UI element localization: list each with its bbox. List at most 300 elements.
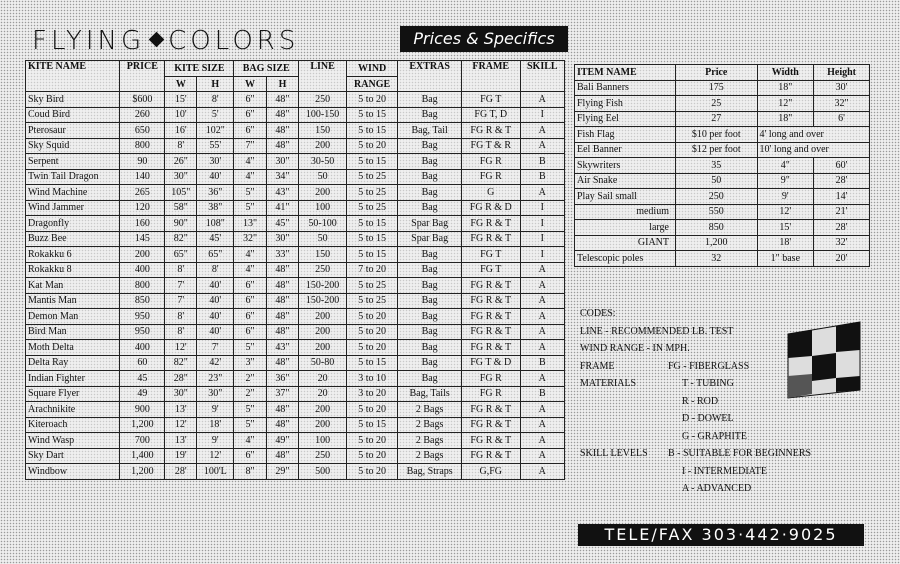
col-skill: SKILL <box>520 61 564 92</box>
table-cell: 6" <box>234 107 266 123</box>
table-cell: FG R & T <box>461 402 520 418</box>
table-cell: Serpent <box>26 154 120 170</box>
table-cell: A <box>520 448 564 464</box>
table-cell: 8" <box>234 464 266 480</box>
table-cell: 48" <box>266 107 298 123</box>
table-cell: 105" <box>165 185 197 201</box>
table-cell: FG R & T <box>461 231 520 247</box>
table-cell: 13' <box>165 433 197 449</box>
table-cell: $10 per foot <box>676 127 758 143</box>
table-cell: 10' long and over <box>757 142 869 158</box>
table-cell: 9' <box>197 402 234 418</box>
table-cell: 32" <box>234 231 266 247</box>
table-cell: 41" <box>266 200 298 216</box>
table-cell: 13" <box>234 216 266 232</box>
table-cell: 5 to 20 <box>346 340 397 356</box>
table-cell: A <box>520 293 564 309</box>
table-cell: Wind Wasp <box>26 433 120 449</box>
table-cell: Wind Machine <box>26 185 120 201</box>
table-cell: Rokakku 6 <box>26 247 120 263</box>
table-cell: 5 to 15 <box>346 216 397 232</box>
table-cell: 30" <box>165 169 197 185</box>
table-cell: 6" <box>234 309 266 325</box>
table-cell: 50 <box>299 169 347 185</box>
table-cell: 5 to 15 <box>346 231 397 247</box>
table-cell: 900 <box>120 402 165 418</box>
table-cell: Bag <box>398 371 462 387</box>
codes-skill-value: B - SUITABLE FOR BEGINNERS <box>668 448 812 459</box>
table-cell: FG R & T <box>461 293 520 309</box>
table-row <box>575 235 870 251</box>
table-cell: 9" <box>757 173 814 189</box>
table-cell: Indian Fighter <box>26 371 120 387</box>
table-cell: 550 <box>676 204 758 220</box>
codes-frame-value: G - GRAPHITE <box>682 430 747 442</box>
table-cell: 140 <box>120 169 165 185</box>
table-cell: 30' <box>814 80 870 96</box>
table-cell: I <box>520 107 564 123</box>
table-cell: Sky Squid <box>26 138 120 154</box>
table-cell: 5 to 15 <box>346 107 397 123</box>
table-cell: Bag <box>398 169 462 185</box>
table-cell: 48" <box>266 402 298 418</box>
table-cell: 8' <box>197 92 234 108</box>
table-row <box>575 142 870 158</box>
table-row <box>26 402 565 418</box>
table-row <box>26 231 565 247</box>
table-cell: 4" <box>234 247 266 263</box>
table-cell: 150 <box>299 123 347 139</box>
table-cell: 5 to 25 <box>346 293 397 309</box>
table-cell: 950 <box>120 309 165 325</box>
table-cell: 50 <box>676 173 758 189</box>
table-row <box>575 204 870 220</box>
table-cell: 150-200 <box>299 293 347 309</box>
table-cell: Spar Bag <box>398 216 462 232</box>
codes-skill-value: I - INTERMEDIATE <box>682 465 767 477</box>
table-cell: 200 <box>299 402 347 418</box>
table-cell: 48" <box>266 293 298 309</box>
table-row <box>575 111 870 127</box>
table-cell: GIANT <box>575 235 676 251</box>
table-row <box>26 278 565 294</box>
table-cell: 800 <box>120 278 165 294</box>
table-cell: Windbow <box>26 464 120 480</box>
table-cell: 5" <box>234 402 266 418</box>
items-table <box>574 64 870 267</box>
table-cell: 38" <box>197 200 234 216</box>
subcol-kite-h: H <box>197 77 234 92</box>
table-cell: 250 <box>299 262 347 278</box>
table-cell: Spar Bag <box>398 231 462 247</box>
table-cell: A <box>520 371 564 387</box>
table-cell: 5 to 20 <box>346 402 397 418</box>
table-cell: Bag, Straps <box>398 464 462 480</box>
table-row <box>575 96 870 112</box>
table-cell: 4" <box>757 158 814 174</box>
table-cell: 8' <box>197 262 234 278</box>
table-cell: 12" <box>757 96 814 112</box>
table-row <box>575 189 870 205</box>
table-cell: 200 <box>299 138 347 154</box>
table-cell: 28' <box>814 220 870 236</box>
table-row <box>26 216 565 232</box>
table-cell: 850 <box>676 220 758 236</box>
table-cell: 12' <box>757 204 814 220</box>
checkered-flag-icon <box>786 320 862 400</box>
table-cell: 50 <box>299 231 347 247</box>
table-cell: 145 <box>120 231 165 247</box>
kites-table <box>25 60 565 480</box>
table-cell: FG R <box>461 154 520 170</box>
table-cell: 3" <box>234 355 266 371</box>
table-cell: 5 to 20 <box>346 138 397 154</box>
phone-banner: TELE/FAX 303·442·9025 <box>578 524 864 546</box>
table-row <box>26 293 565 309</box>
table-cell: 21' <box>814 204 870 220</box>
table-cell: 48" <box>266 324 298 340</box>
subcol-bag-h: H <box>266 77 298 92</box>
table-cell: 3 to 10 <box>346 371 397 387</box>
table-cell: 28' <box>165 464 197 480</box>
table-cell: 30-50 <box>299 154 347 170</box>
table-cell: 14' <box>814 189 870 205</box>
table-cell: 400 <box>120 340 165 356</box>
table-cell: 1,200 <box>120 464 165 480</box>
table-cell: 32 <box>676 251 758 267</box>
table-cell: 12' <box>165 417 197 433</box>
table-cell: 6" <box>234 278 266 294</box>
table-cell: FG R & D <box>461 200 520 216</box>
table-cell: 108" <box>197 216 234 232</box>
table-cell: 65" <box>165 247 197 263</box>
table-row <box>26 448 565 464</box>
table-cell: 200 <box>299 324 347 340</box>
table-cell: FG T <box>461 262 520 278</box>
table-cell: Coud Bird <box>26 107 120 123</box>
col-kite-size: KITE SIZE <box>165 61 234 77</box>
table-cell: Eel Banner <box>575 142 676 158</box>
table-row <box>26 154 565 170</box>
codes-frame-label: FRAME <box>580 360 615 372</box>
table-cell: A <box>520 340 564 356</box>
table-cell: 6" <box>234 448 266 464</box>
table-cell: 200 <box>299 340 347 356</box>
table-cell: 35 <box>676 158 758 174</box>
table-cell: 5 to 15 <box>346 355 397 371</box>
table-cell: 15' <box>757 220 814 236</box>
table-cell: 65" <box>197 247 234 263</box>
brand-name-right: COLORS <box>168 26 300 56</box>
table-cell: 5 to 25 <box>346 185 397 201</box>
table-cell: 20' <box>814 251 870 267</box>
col-kite-name: KITE NAME <box>26 61 120 92</box>
table-cell: Telescopic poles <box>575 251 676 267</box>
table-cell: 4' long and over <box>757 127 869 143</box>
table-cell: 48" <box>266 417 298 433</box>
table-cell: A <box>520 138 564 154</box>
table-cell: 18' <box>197 417 234 433</box>
table-cell: 5 to 15 <box>346 154 397 170</box>
table-cell: 800 <box>120 138 165 154</box>
table-cell: 9' <box>197 433 234 449</box>
codes-legend <box>580 305 811 498</box>
table-cell: 260 <box>120 107 165 123</box>
table-cell: 42' <box>197 355 234 371</box>
table-cell: 100-150 <box>299 107 347 123</box>
table-cell: Kat Man <box>26 278 120 294</box>
table-cell: 6' <box>814 111 870 127</box>
table-row <box>26 200 565 216</box>
table-cell: 5 to 25 <box>346 200 397 216</box>
table-row <box>26 386 565 402</box>
table-cell: 250 <box>299 448 347 464</box>
table-cell: 265 <box>120 185 165 201</box>
table-cell: B <box>520 355 564 371</box>
table-cell: 3 to 20 <box>346 386 397 402</box>
table-cell: 36" <box>197 185 234 201</box>
table-cell: 200 <box>299 185 347 201</box>
table-cell: G <box>461 185 520 201</box>
table-cell: FG R & T <box>461 216 520 232</box>
table-cell: I <box>520 200 564 216</box>
col-item-width: Width <box>757 65 814 81</box>
table-cell: 2 Bags <box>398 402 462 418</box>
table-cell: 2 Bags <box>398 417 462 433</box>
table-cell: A <box>520 278 564 294</box>
table-cell: Bag <box>398 247 462 263</box>
subcol-kite-w: W <box>165 77 197 92</box>
table-cell: 2" <box>234 371 266 387</box>
col-price: PRICE <box>120 61 165 92</box>
table-cell: 48" <box>266 123 298 139</box>
table-cell: A <box>520 417 564 433</box>
table-cell: 150 <box>299 247 347 263</box>
table-cell: 5" <box>234 417 266 433</box>
table-cell: 50-80 <box>299 355 347 371</box>
table-cell: 34" <box>266 169 298 185</box>
table-cell: FG R & T <box>461 340 520 356</box>
table-cell: Kiteroach <box>26 417 120 433</box>
table-cell: Skywriters <box>575 158 676 174</box>
col-frame: FRAME <box>461 61 520 92</box>
table-cell: 49" <box>266 433 298 449</box>
table-cell: 700 <box>120 433 165 449</box>
table-cell: 12' <box>197 448 234 464</box>
table-cell: Play Sail small <box>575 189 676 205</box>
codes-title: CODES: <box>580 308 616 319</box>
table-cell: 23" <box>197 371 234 387</box>
table-cell: Bag <box>398 340 462 356</box>
table-cell: 48" <box>266 138 298 154</box>
table-cell: 7" <box>234 138 266 154</box>
table-cell: 120 <box>120 200 165 216</box>
table-cell: 5" <box>234 340 266 356</box>
table-cell: 48" <box>266 309 298 325</box>
table-cell: 12' <box>165 340 197 356</box>
table-cell: 100 <box>299 200 347 216</box>
table-cell: B <box>520 154 564 170</box>
table-cell: 43" <box>266 185 298 201</box>
table-cell: 5 to 20 <box>346 433 397 449</box>
table-cell: 58" <box>165 200 197 216</box>
table-cell: 4" <box>234 169 266 185</box>
codes-frame-value: D - DOWEL <box>682 413 734 424</box>
table-cell: A <box>520 402 564 418</box>
items-table-body <box>575 80 870 266</box>
table-row <box>26 123 565 139</box>
table-cell: Square Flyer <box>26 386 120 402</box>
col-item-height: Height <box>814 65 870 81</box>
table-cell: Sky Bird <box>26 92 120 108</box>
table-cell: 40' <box>197 324 234 340</box>
table-row <box>26 92 565 108</box>
table-row <box>575 80 870 96</box>
table-cell: Sky Dart <box>26 448 120 464</box>
table-cell: A <box>520 262 564 278</box>
table-cell: 850 <box>120 293 165 309</box>
table-cell: 200 <box>299 309 347 325</box>
table-cell: 45" <box>266 216 298 232</box>
table-cell: 48" <box>266 262 298 278</box>
diamond-icon <box>149 32 165 48</box>
table-cell: Bag <box>398 200 462 216</box>
table-cell: B <box>520 386 564 402</box>
table-cell: 55' <box>197 138 234 154</box>
table-cell: 7' <box>165 278 197 294</box>
table-cell: Bag <box>398 355 462 371</box>
table-row <box>26 433 565 449</box>
table-cell: 5 to 15 <box>346 417 397 433</box>
table-cell: 18' <box>757 235 814 251</box>
table-row <box>26 371 565 387</box>
table-cell: 60' <box>814 158 870 174</box>
table-cell: 2" <box>234 386 266 402</box>
table-cell: Fish Flag <box>575 127 676 143</box>
col-item-name: ITEM NAME <box>575 65 676 81</box>
table-cell: Buzz Bee <box>26 231 120 247</box>
table-cell: 29" <box>266 464 298 480</box>
table-cell: Bag <box>398 185 462 201</box>
table-cell: FG R & T <box>461 309 520 325</box>
table-cell: 6" <box>234 123 266 139</box>
table-cell: 160 <box>120 216 165 232</box>
table-cell: 48" <box>266 278 298 294</box>
table-cell: 2 Bags <box>398 448 462 464</box>
table-cell: FG R <box>461 386 520 402</box>
table-cell: 10' <box>165 107 197 123</box>
table-cell: 49 <box>120 386 165 402</box>
table-cell: 30" <box>165 386 197 402</box>
table-cell: 32' <box>814 235 870 251</box>
table-cell: 28' <box>814 173 870 189</box>
table-cell: 5 to 20 <box>346 92 397 108</box>
table-cell: 6" <box>234 293 266 309</box>
table-cell: Arachnikite <box>26 402 120 418</box>
table-row <box>26 417 565 433</box>
table-cell: 18" <box>757 111 814 127</box>
table-row <box>26 355 565 371</box>
table-cell: Bag, Tail <box>398 123 462 139</box>
table-cell: 30" <box>197 386 234 402</box>
table-cell: 36" <box>266 371 298 387</box>
table-cell: FG R <box>461 169 520 185</box>
table-cell: Bird Man <box>26 324 120 340</box>
kites-table-body <box>26 92 565 480</box>
table-cell: 48" <box>266 355 298 371</box>
table-cell: 8' <box>165 138 197 154</box>
table-cell: FG R & T <box>461 278 520 294</box>
table-cell: Dragonfly <box>26 216 120 232</box>
table-cell: Wind Jammer <box>26 200 120 216</box>
subcol-bag-w: W <box>234 77 266 92</box>
table-cell: 150-200 <box>299 278 347 294</box>
table-cell: A <box>520 123 564 139</box>
table-cell: 40' <box>197 278 234 294</box>
table-cell: 40' <box>197 293 234 309</box>
table-cell: 1,200 <box>120 417 165 433</box>
table-cell: FG T <box>461 92 520 108</box>
table-cell: FG T <box>461 247 520 263</box>
table-cell: 1,200 <box>676 235 758 251</box>
codes-materials-label: MATERIALS <box>580 378 637 389</box>
table-cell: 250 <box>676 189 758 205</box>
table-cell: Rokakku 8 <box>26 262 120 278</box>
codes-line: LINE - RECOMMENDED LB. TEST <box>580 325 734 337</box>
table-cell: Bag <box>398 154 462 170</box>
table-cell: I <box>520 231 564 247</box>
table-row <box>26 185 565 201</box>
table-row <box>26 262 565 278</box>
table-row <box>26 464 565 480</box>
subcol-wind-range: RANGE <box>346 77 397 92</box>
table-cell: Bag, Tails <box>398 386 462 402</box>
table-cell: 200 <box>299 417 347 433</box>
table-cell: medium <box>575 204 676 220</box>
table-cell: 6" <box>234 324 266 340</box>
table-cell: 45' <box>197 231 234 247</box>
table-row <box>575 251 870 267</box>
table-cell: 90" <box>165 216 197 232</box>
table-cell: 8' <box>165 309 197 325</box>
table-cell: FG R & T <box>461 123 520 139</box>
table-row <box>26 138 565 154</box>
table-row <box>26 169 565 185</box>
table-cell: 28" <box>165 371 197 387</box>
col-item-price: Price <box>676 65 758 81</box>
table-cell: Bag <box>398 262 462 278</box>
table-cell: 2 Bags <box>398 433 462 449</box>
codes-frame-value: T - TUBING <box>682 378 734 389</box>
table-cell: A <box>520 309 564 325</box>
table-cell: 48" <box>266 448 298 464</box>
table-cell: 13' <box>165 402 197 418</box>
table-cell: Bag <box>398 293 462 309</box>
table-cell: B <box>520 169 564 185</box>
table-cell: 5 to 15 <box>346 247 397 263</box>
table-cell: 5 to 25 <box>346 169 397 185</box>
table-cell: I <box>520 216 564 232</box>
table-cell: 30" <box>266 154 298 170</box>
table-cell: 8' <box>165 262 197 278</box>
table-row <box>26 324 565 340</box>
col-bag-size: BAG SIZE <box>234 61 299 77</box>
table-cell: 100'L <box>197 464 234 480</box>
table-cell: 32" <box>814 96 870 112</box>
table-cell: large <box>575 220 676 236</box>
table-cell: 20 <box>299 386 347 402</box>
table-cell: 82" <box>165 355 197 371</box>
